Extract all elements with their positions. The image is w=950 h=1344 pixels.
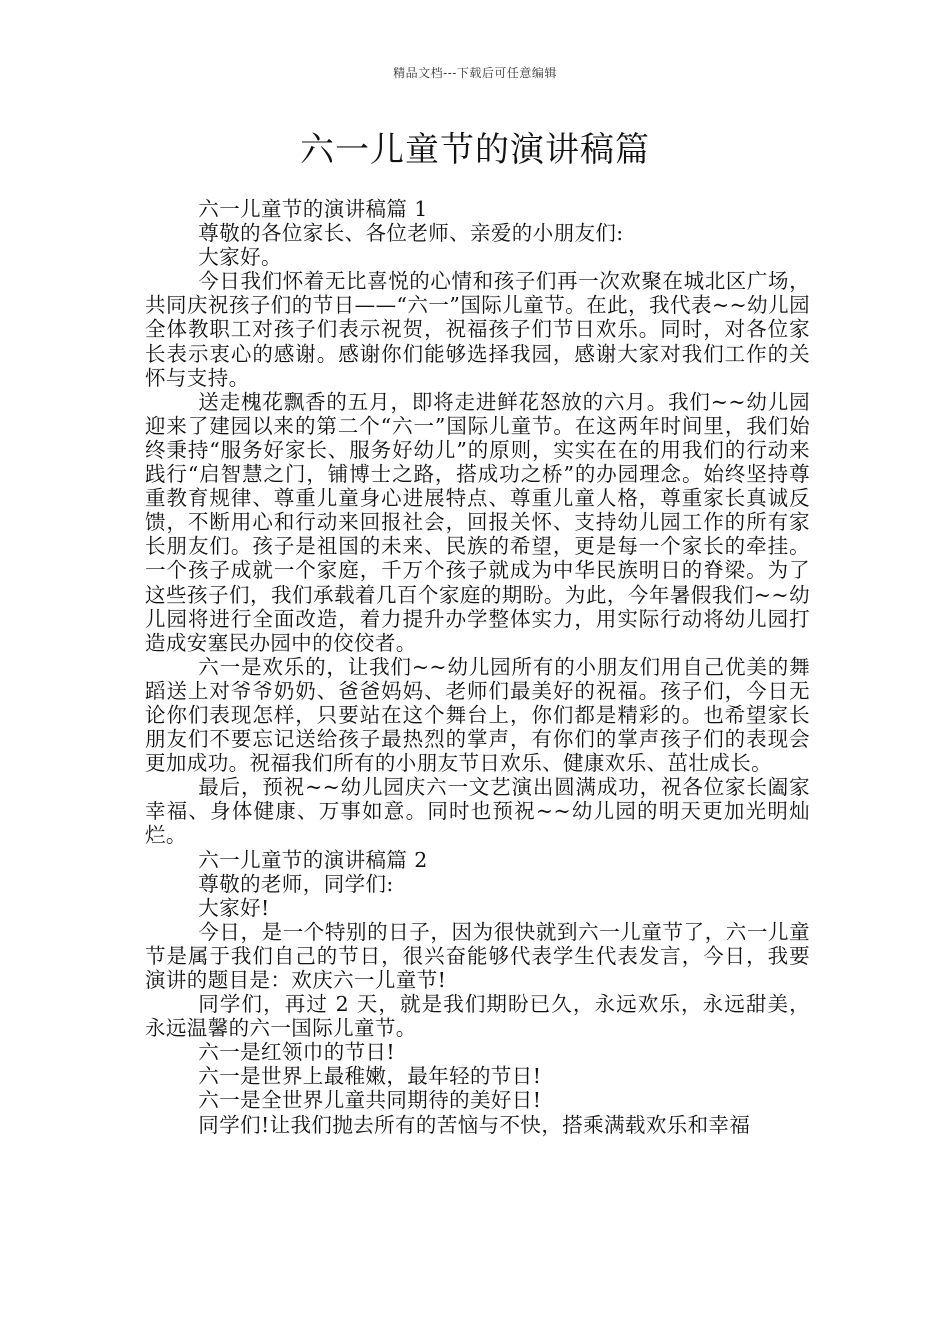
body-paragraph: 送走槐花飘香的五月，即将走进鲜花怒放的六月。我们~~幼儿园迎来了建园以来的第二个“六一”国际儿童节。在这两年时间里，我们始终秉持“服务好家长、服务好幼儿”的原则，实实在在的用我们的行动来践行“启智慧之门，铺博士之路，搭成功之桥”的办园理念。始终坚持尊重教育规律、尊重儿童身心进展特点、尊重儿童人格，尊重家长真诚反馈，不断用心和行动来回报社会，回报关怀、支持幼儿园工作的所有家长朋友们。孩子是祖国的未来、民族的希望，更是每一个家长的牵挂。一个孩子成就一个家庭，千万个孩子就成为中华民族明日的脊梁。为了这些孩子们，我们承载着几百个家庭的期盼。为此，今年暑假我们~~幼儿园将进行全面改造，着力提升办学整体实力，用实际行动将幼儿园打造成安塞民办园中的佼佼者。 xyxy=(145,389,810,655)
greeting-2: 大家好! xyxy=(198,895,270,920)
section-heading-2: 六一儿童节的演讲稿篇 2 xyxy=(198,847,428,872)
section-heading-1: 六一儿童节的演讲稿篇 1 xyxy=(198,197,428,221)
document-body xyxy=(145,197,810,1137)
body-paragraph: 六一是全世界儿童共同期待的美好日! xyxy=(198,1088,542,1113)
body-paragraph: 今日我们怀着无比喜悦的心情和孩子们再一次欢聚在城北区广场，共同庆祝孩子们的节日——“六一”国际儿童节。在此，我代表~~幼儿园全体教职工对孩子们表示祝贺，祝福孩子们节日欢乐。同时，对各位家长表示衷心的感谢。感谢你们能够选择我园，感谢大家对我们工作的关怀与支持。 xyxy=(145,269,810,390)
document-title: 六一儿童节的演讲稿篇 xyxy=(300,130,650,170)
body-paragraph: 六一是欢乐的，让我们~~幼儿园所有的小朋友们用自己优美的舞蹈送上对爷爷奶奶、爸爸妈妈、老师们最美好的祝福。孩子们，今日无论你们表现怎样，只要站在这个舞台上，你们都是精彩的。也希望家长朋友们不要忘记送给孩子最热烈的掌声，有你们的掌声孩子们的表现会更加成功。祝福我们所有的小朋友节日欢乐、健康欢乐、茁壮成长。 xyxy=(145,654,810,776)
salutation-2: 尊敬的老师，同学们: xyxy=(198,871,394,896)
body-paragraph: 同学们!让我们抛去所有的苦恼与不快，搭乘满载欢乐和幸福 xyxy=(198,1112,751,1137)
body-paragraph: 六一是世界上最稚嫩，最年轻的节日! xyxy=(198,1064,542,1089)
body-paragraph: 六一是红领巾的节日! xyxy=(198,1040,396,1065)
body-paragraph: 最后，预祝~~幼儿园庆六一文艺演出圆满成功，祝各位家长阖家幸福、身体健康、万事如意。同时也预祝~~幼儿园的明天更加光明灿烂。 xyxy=(145,775,810,848)
greeting-1: 大家好。 xyxy=(198,245,282,270)
body-paragraph: 同学们，再过 2 天，就是我们期盼已久，永远欢乐，永远甜美，永远温馨的六一国际儿童节。 xyxy=(145,992,810,1041)
header-note: 精品文档---下载后可任意编辑 xyxy=(393,66,557,80)
body-paragraph: 今日，是一个特别的日子，因为很快就到六一儿童节了，六一儿童节是属于我们自己的节日，很兴奋能够代表学生代表发言，今日，我要演讲的题目是：欢庆六一儿童节! xyxy=(145,919,810,992)
salutation-1: 尊敬的各位家长、各位老师、亲爱的小朋友们: xyxy=(198,221,624,246)
